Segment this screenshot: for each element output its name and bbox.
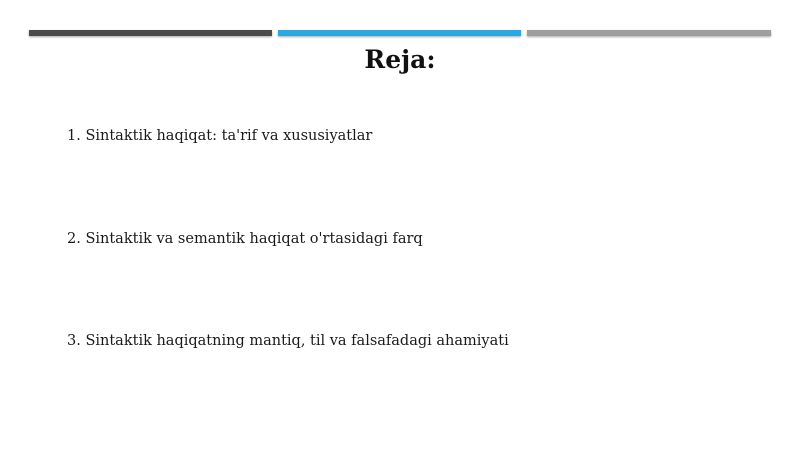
header-bar-blue [278,30,521,36]
slide-title: Reja: [364,45,436,74]
plan-item-3: 3. Sintaktik haqiqatning mantiq, til va falsafadagi ahamiyati [67,333,509,349]
plan-item-2: 2. Sintaktik va semantik haqiqat o'rtasidagi farq [67,231,423,247]
plan-item-1: 1. Sintaktik haqiqat: ta'rif va xususiyatlar [67,128,373,144]
header-bar-gray [527,30,771,36]
header-bar-dark [29,30,272,36]
